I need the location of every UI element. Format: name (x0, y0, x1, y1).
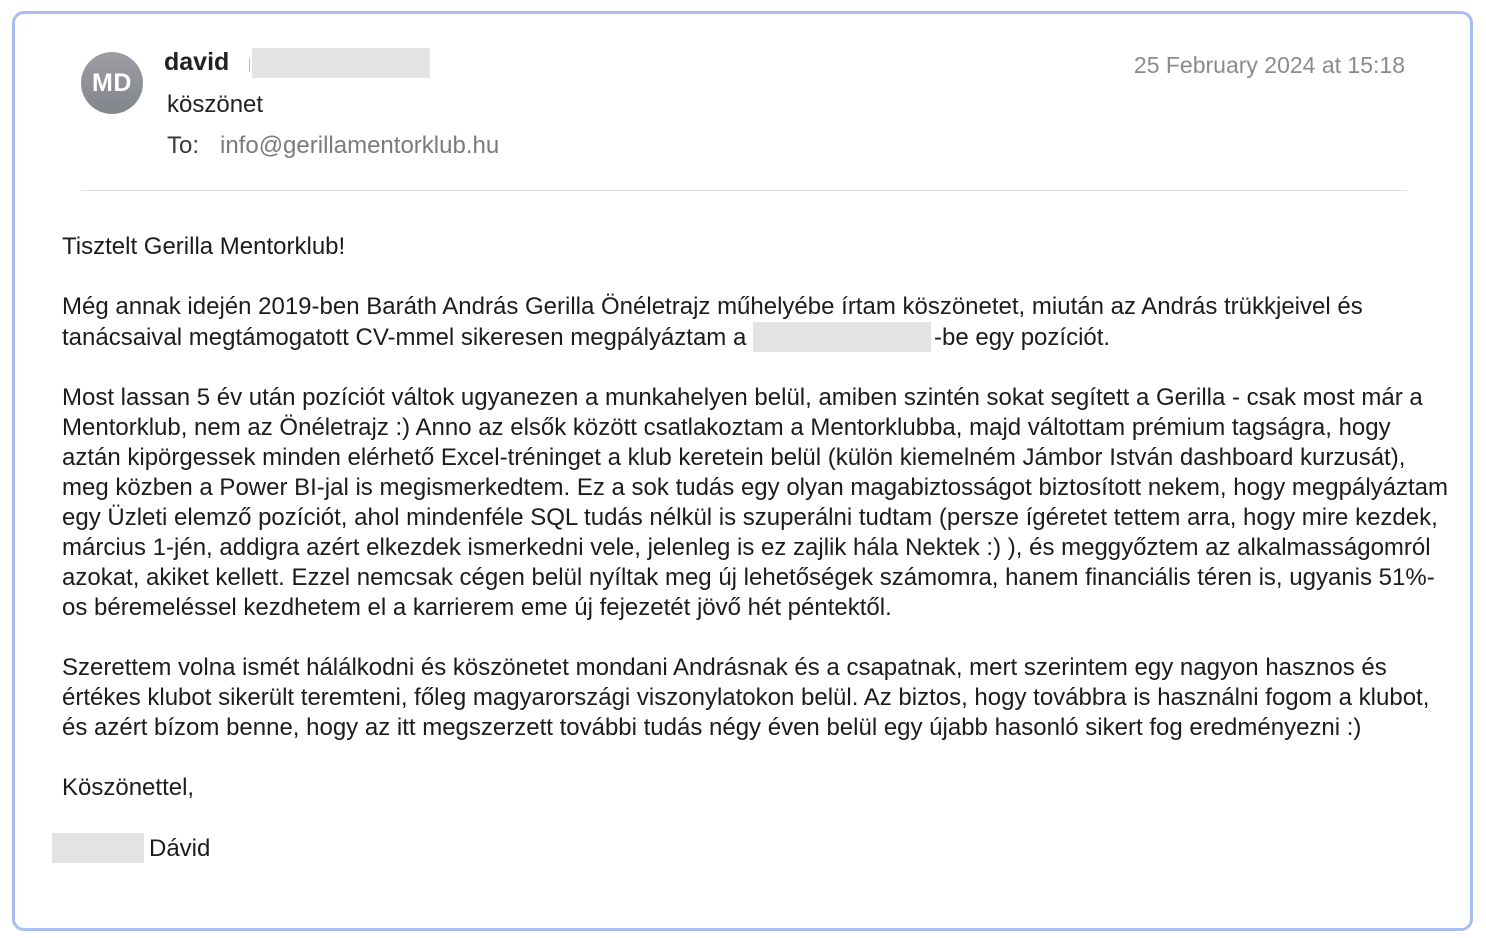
sender-separator (249, 58, 250, 72)
redacted-company (753, 322, 931, 352)
signature-name: Dávid (149, 835, 211, 862)
redacted-sender-email (252, 48, 430, 78)
avatar-initials: MD (92, 68, 132, 97)
closing: Köszönettel, (62, 774, 195, 801)
to-label: To: (167, 132, 200, 159)
redacted-surname (52, 833, 144, 863)
paragraph-1 (62, 292, 1452, 353)
recipient-address[interactable]: info@gerillamentorklub.hu (220, 132, 500, 159)
email-body (62, 232, 1452, 894)
greeting: Tisztelt Gerilla Mentorklub! (62, 233, 346, 260)
email-date: 25 February 2024 at 15:18 (1133, 52, 1405, 78)
paragraph-1-text: Még annak idején 2019-ben Baráth András Gerilla Önéletrajz műhelyébe írtam köszönetet, miután az András trükkjeivel és tanácsaival megtámogatott CV-mmel sikeresen megpályáztam a (62, 293, 1363, 351)
sender-name[interactable]: david (164, 48, 230, 76)
paragraph-3: Szerettem volna ismét hálálkodni és köszönetet mondani Andrásnak és a csapatnak, mert szerintem egy nagyon hasznos és értékes klubot sikerült teremteni, főleg magyarországi viszonylatokon belül. Az biztos, hogy továbbra is használni fogom a klubot, és azért bízom benne, hogy az itt megszerzett további tudás négy éven belül egy újabb hasonló sikert fog eredményezni :) (62, 654, 1430, 741)
email-subject: köszönet (167, 91, 264, 118)
paragraph-2: Most lassan 5 év után pozíciót váltok ugyanezen a munkahelyen belül, amiben szintén sokat segített a Gerilla - csak most már a Mentorklub, nem az Önéletrajz :) Anno az elsők között csatlakoztam a Mentorklubba, majd váltottam prémium tagságra, hogy aztán kipörgessek minden elérhető Excel-tréninget a klub keretein belül (külön kiemelném Jámbor István dashboard kurzusát), meg közben a Power BI-jal is megismerkedtem. Ez a sok tudás egy olyan magabiztosságot biztosított nekem, hogy megpályáztam egy Üzleti elemző pozíciót, ahol mindenféle SQL tudás nélkül is szuperálni tudtam (persze ígéretet tettem arra, hogy mire kezdek, március 1-jén, addigra azért elkezdek ismerkedni vele, jelenleg is ez zajlik hála Nektek :) ), és meggyőztem az alkalmasságomról azokat, akiket kellett. Ezzel nemcsak cégen belül nyíltak meg új lehetőségek számomra, hanem financiális téren is, ugyanis 51%-os béremeléssel kezdhetem el a karrierem eme új fejezetét jövő hét péntektől. (62, 384, 1448, 621)
header-divider (81, 190, 1407, 191)
signature (62, 833, 1452, 864)
sender-avatar (81, 52, 143, 114)
email-window (12, 11, 1473, 931)
paragraph-1-end: -be egy pozíciót. (933, 324, 1111, 351)
